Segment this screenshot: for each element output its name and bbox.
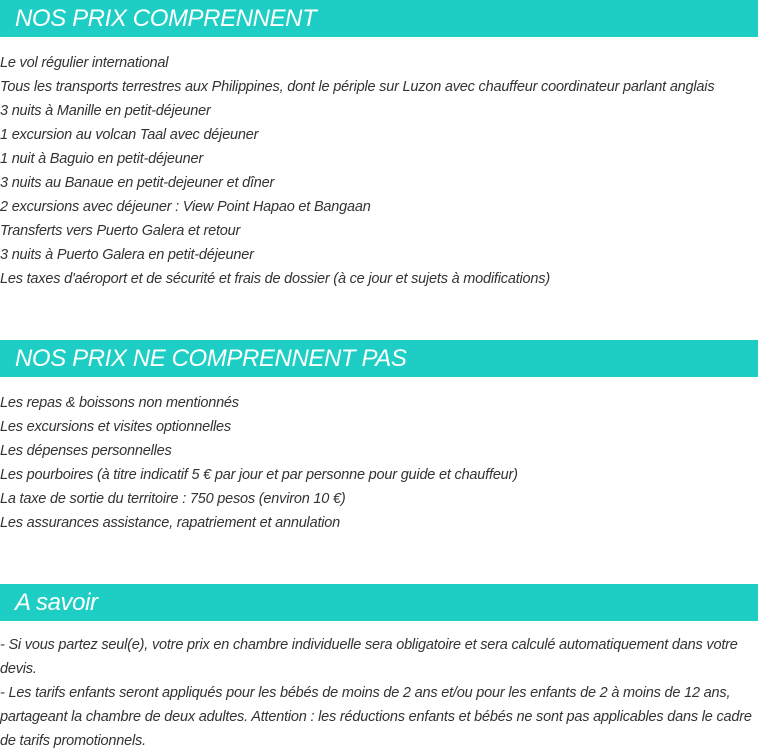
included-section xyxy=(0,0,758,291)
list-item: Les assurances assistance, rapatriement et annulation xyxy=(0,515,341,531)
list-item: Les repas & boissons non mentionnés xyxy=(0,395,239,411)
list-item: Tous les transports terrestres aux Philippines, dont le périple sur Luzon avec chauffeur coordinateur parlant anglais xyxy=(0,79,715,95)
list-item: 1 excursion au volcan Taal avec déjeuner xyxy=(0,127,259,143)
list-item: Les excursions et visites optionnelles xyxy=(0,419,231,435)
info-section xyxy=(0,584,758,753)
info-header xyxy=(0,584,758,621)
included-list xyxy=(0,51,758,291)
excluded-title: NOS PRIX NE COMPRENNENT PAS xyxy=(15,345,407,372)
list-item: 2 excursions avec déjeuner : View Point Hapao et Bangaan xyxy=(0,199,371,215)
list-item: Le vol régulier international xyxy=(0,55,169,71)
list-item: La taxe de sortie du territoire : 750 pesos (environ 10 €) xyxy=(0,491,346,507)
info-paragraph-single-room: - Si vous partez seul(e), votre prix en chambre individuelle sera obligatoire et sera calculé automatiquement dans votre devis. xyxy=(0,637,738,677)
excluded-list xyxy=(0,391,758,535)
excluded-header xyxy=(0,340,758,377)
info-paragraph-child-rates: - Les tarifs enfants seront appliqués pour les bébés de moins de 2 ans et/ou pour les enfants de 2 à moins de 12 ans, partageant la chambre de deux adultes. Attention : les réductions enfants et bébés ne sont pas applicables dans le cadre de tarifs promotionnels. xyxy=(0,685,752,749)
included-title: NOS PRIX COMPRENNENT xyxy=(15,5,317,32)
included-header xyxy=(0,0,758,37)
list-item: 3 nuits au Banaue en petit-dejeuner et dîner xyxy=(0,175,275,191)
list-item: Les pourboires (à titre indicatif 5 € par jour et par personne pour guide et chauffeur) xyxy=(0,467,518,483)
list-item: 3 nuits à Puerto Galera en petit-déjeuner xyxy=(0,247,254,263)
list-item: Transferts vers Puerto Galera et retour xyxy=(0,223,241,239)
list-item: 3 nuits à Manille en petit-déjeuner xyxy=(0,103,211,119)
info-title: A savoir xyxy=(15,589,98,616)
list-item: Les taxes d'aéroport et de sécurité et frais de dossier (à ce jour et sujets à modifications) xyxy=(0,271,550,287)
list-item: Les dépenses personnelles xyxy=(0,443,172,459)
list-item: 1 nuit à Baguio en petit-déjeuner xyxy=(0,151,203,167)
excluded-section xyxy=(0,340,758,535)
